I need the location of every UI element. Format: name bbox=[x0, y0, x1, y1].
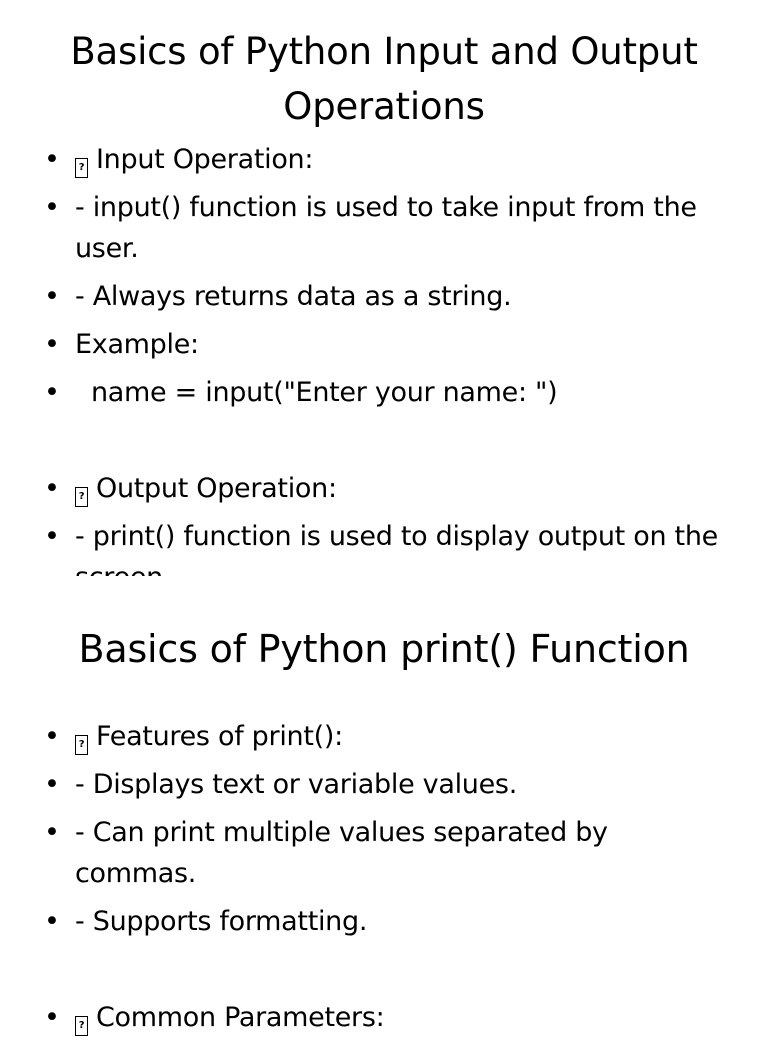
missing-glyph-icon: ? bbox=[75, 158, 88, 178]
bullet-text-code: name = input("Enter your name: ") bbox=[91, 377, 558, 408]
bullet-dot-icon: • bbox=[44, 192, 60, 223]
bullet-dot-icon: • bbox=[44, 281, 60, 312]
slide-print-function bbox=[0, 576, 768, 1033]
bullet-item bbox=[44, 812, 724, 894]
bullet-dot-icon: • bbox=[44, 721, 60, 752]
bullet-item bbox=[44, 468, 724, 509]
bullet-dot-icon: • bbox=[44, 144, 60, 175]
bullet-item bbox=[44, 372, 724, 413]
bullet-item bbox=[44, 276, 724, 317]
bullet-list bbox=[44, 139, 724, 605]
bullet-item bbox=[44, 187, 724, 269]
bullet-text: - input() function is used to take input from the user. bbox=[75, 192, 697, 264]
bullet-item bbox=[44, 324, 724, 365]
bullet-text: - Always returns data as a string. bbox=[75, 281, 512, 312]
bullet-dot-icon: • bbox=[44, 473, 60, 504]
bullet-dot-icon: • bbox=[44, 521, 60, 552]
slide-title: Basics of Python Input and Output Operations bbox=[70, 30, 698, 128]
missing-glyph-icon: ? bbox=[75, 487, 88, 507]
empty-bullet bbox=[44, 949, 724, 990]
bullet-item bbox=[44, 764, 724, 805]
bullet-text: Features of print(): bbox=[96, 721, 343, 752]
bullet-item bbox=[44, 997, 724, 1038]
bullet-list bbox=[44, 716, 724, 1045]
bullet-dot-icon: • bbox=[44, 769, 60, 800]
bullet-text: Input Operation: bbox=[96, 144, 314, 175]
bullet-text: - Can print multiple values separated by commas. bbox=[75, 817, 608, 889]
missing-glyph-icon: ? bbox=[75, 1016, 88, 1036]
bullet-item bbox=[44, 901, 724, 942]
bullet-text: - print() function is used to display output on the bbox=[75, 521, 718, 552]
bullet-text: Example: bbox=[75, 329, 199, 360]
bullet-item bbox=[44, 139, 724, 180]
bullet-text: - Supports formatting. bbox=[75, 906, 368, 937]
bullet-dot-icon: • bbox=[44, 906, 60, 937]
bullet-text: Common Parameters: bbox=[96, 1002, 385, 1033]
bullet-dot-icon: • bbox=[44, 1002, 60, 1033]
bullet-dot-icon: • bbox=[44, 377, 60, 408]
bullet-text: - Displays text or variable values. bbox=[75, 769, 517, 800]
slide-title: Basics of Python print() Function bbox=[78, 627, 690, 671]
bullet-dot-icon: • bbox=[44, 817, 60, 848]
bullet-item bbox=[44, 716, 724, 757]
bullet-text: Output Operation: bbox=[96, 473, 337, 504]
bullet-dot-icon: • bbox=[44, 329, 60, 360]
missing-glyph-icon: ? bbox=[75, 735, 88, 755]
empty-bullet bbox=[44, 420, 724, 461]
